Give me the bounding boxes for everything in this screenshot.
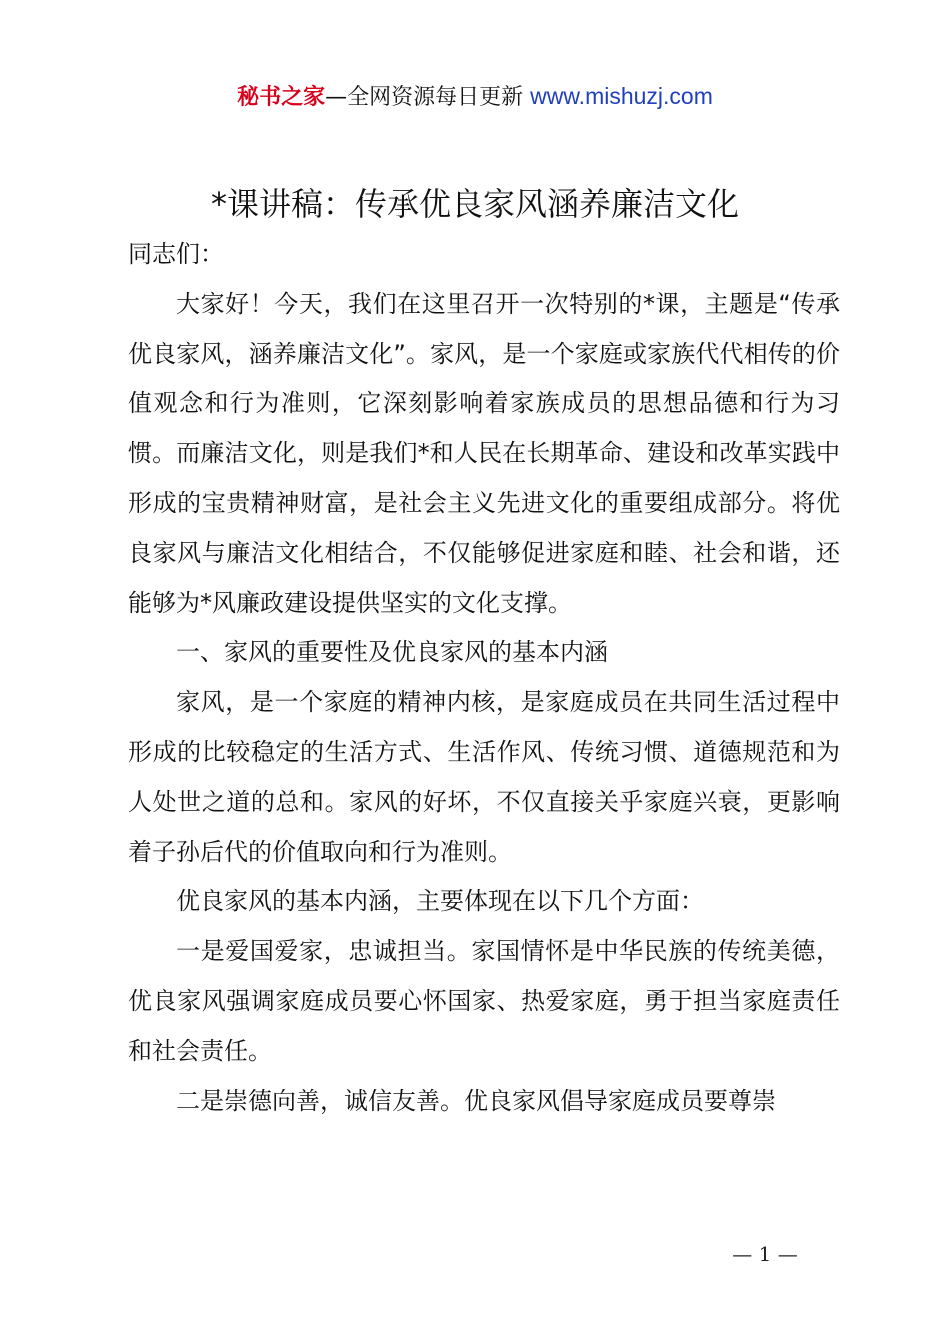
site-url-link[interactable]: www.mishuzj.com	[530, 83, 713, 109]
page-number: — 1 —	[732, 1242, 798, 1266]
greeting: 同志们：	[128, 240, 224, 268]
paragraph-point-1: 一是爱国爱家，忠诚担当。家国情怀是中华民族的传统美德，优良家风强调家庭成员要心怀国家、热爱家庭，勇于担当家庭责任和社会责任。	[128, 937, 840, 1065]
paragraph-point-2: 二是崇德向善，诚信友善。优良家风倡导家庭成员要尊崇	[176, 1086, 776, 1115]
paragraph-connotation-intro: 优良家风的基本内涵，主要体现在以下几个方面：	[176, 887, 704, 916]
site-tagline: —全网资源每日更新	[325, 85, 531, 110]
document-title: *课讲稿：传承优良家风涵养廉洁文化	[210, 185, 739, 223]
site-header	[0, 80, 950, 114]
document-body	[128, 230, 840, 1126]
paragraph-family-style: 家风，是一个家庭的精神内核，是家庭成员在共同生活过程中形成的比较稳定的生活方式、生活作风、传统习惯、道德规范和为人处世之道的总和。家风的好坏，不仅直接关乎家庭兴衰，更影响着子孙后代的价值取向和行为准则。	[128, 688, 840, 866]
site-brand: 秘书之家	[237, 85, 326, 110]
section-heading-1: 一、家风的重要性及优良家风的基本内涵	[176, 638, 608, 667]
paragraph-intro: 大家好！今天，我们在这里召开一次特别的*课，主题是“传承优良家风，涵养廉洁文化”。家风，是一个家庭或家族代代相传的价值观念和行为准则，它深刻影响着家族成员的思想品德和行为习惯。而廉洁文化，则是我们*和人民在长期革命、建设和改革实践中形成的宝贵精神财富，是社会主义先进文化的重要组成部分。将优良家风与廉洁文化相结合，不仅能够促进家庭和睦、社会和谐，还能够为*风廉政建设提供坚实的文化支撑。	[128, 289, 840, 617]
